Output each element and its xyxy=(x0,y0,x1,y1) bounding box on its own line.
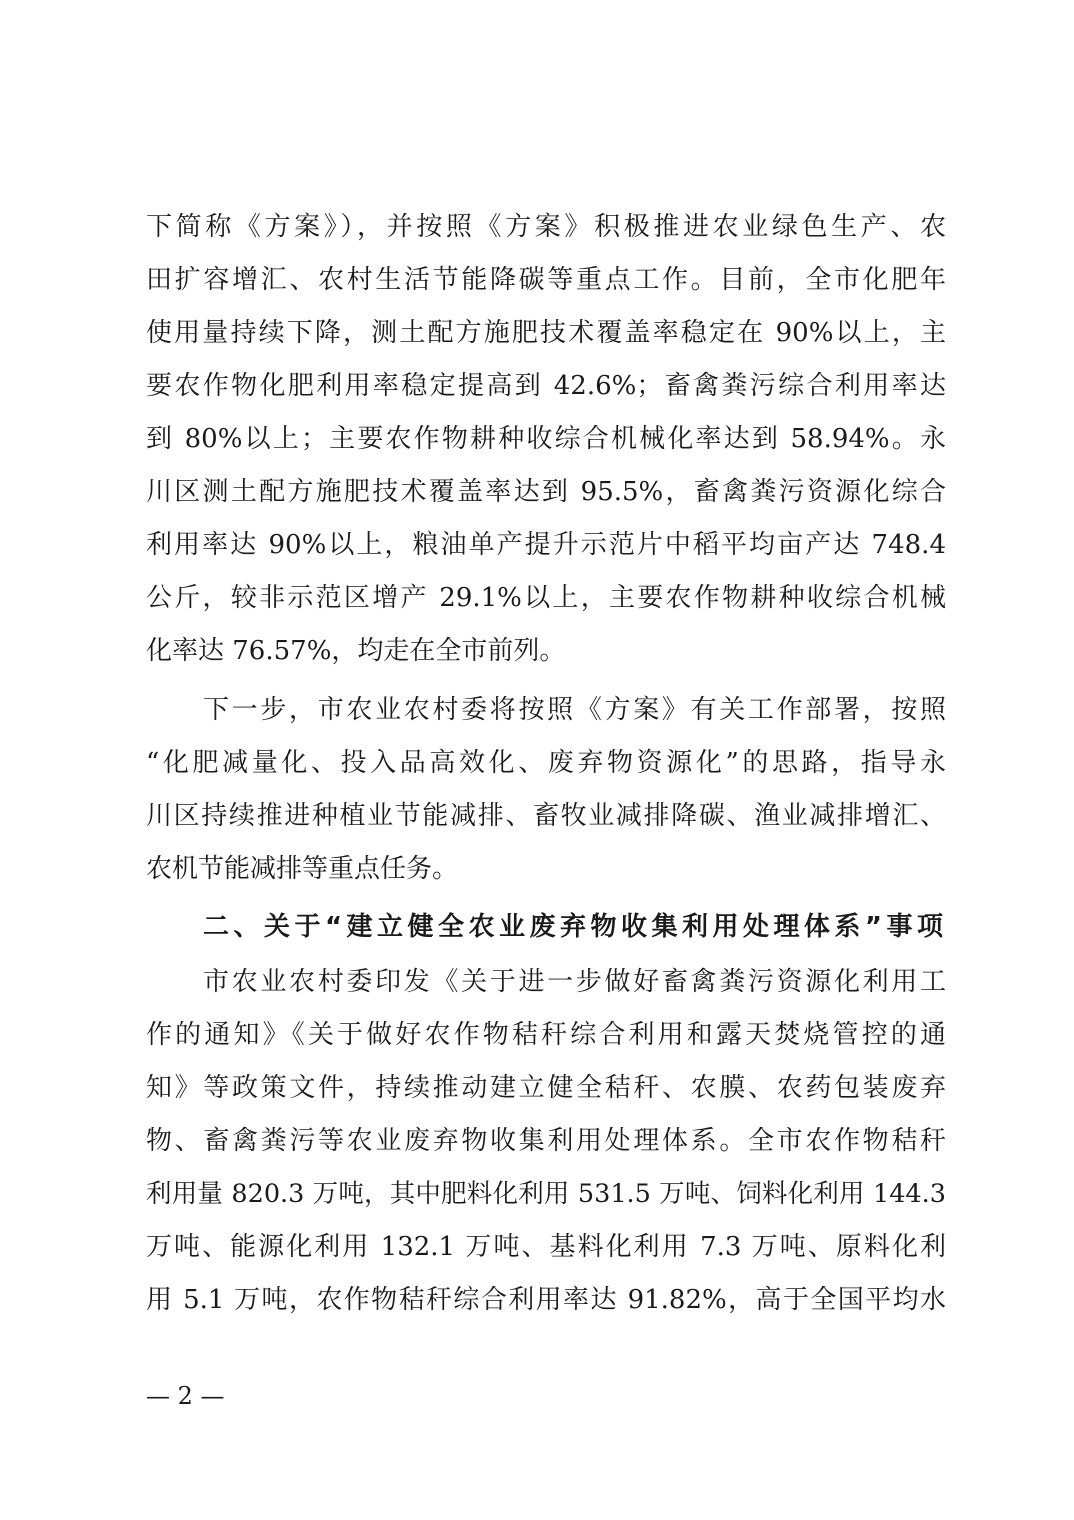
body-text-line: 利用量 820.3 万吨，其中肥料化利用 531.5 万吨、饲料化利用 144.3 xyxy=(146,1179,946,1209)
body-text-line: 下一步，市农业农村委将按照《方案》有关工作部署，按照 xyxy=(203,695,946,725)
body-text-line: 利用率达 90%以上，粮油单产提升示范片中稻平均亩产达 748.4 xyxy=(146,530,946,560)
body-text-line: 作的通知》《关于做好农作物秸秆综合利用和露天焚烧管控的通 xyxy=(146,1020,946,1050)
body-text-line: 市农业农村委印发《关于进一步做好畜禽粪污资源化利用工 xyxy=(203,967,946,997)
body-text-line: 知》等政策文件，持续推动建立健全秸秆、农膜、农药包装废弃 xyxy=(146,1073,946,1103)
section-heading: 二、关于“建立健全农业废弃物收集利用处理体系”事项 xyxy=(203,912,943,942)
body-text-line: 化率达 76.57%，均走在全市前列。 xyxy=(146,636,566,666)
body-text-line: 下简称《方案》），并按照《方案》积极推进农业绿色生产、农 xyxy=(146,212,946,242)
body-text-line: 用 5.1 万吨，农作物秸秆综合利用率达 91.82%，高于全国平均水 xyxy=(146,1285,946,1315)
body-text-line: 到 80%以上；主要农作物耕种收综合机械化率达到 58.94%。永 xyxy=(146,424,946,454)
body-text-line: 使用量持续下降，测土配方施肥技术覆盖率稳定在 90%以上，主 xyxy=(146,318,946,348)
body-text-line: 农机节能减排等重点任务。 xyxy=(146,854,459,884)
body-text-line: 要农作物化肥利用率稳定提高到 42.6%；畜禽粪污综合利用率达 xyxy=(146,371,946,401)
body-text-line: 万吨、能源化利用 132.1 万吨、基料化利用 7.3 万吨、原料化利 xyxy=(146,1232,946,1262)
body-text-line: 川区持续推进种植业节能减排、畜牧业减排降碳、渔业减排增汇、 xyxy=(146,801,946,831)
body-text-line: “化肥减量化、投入品高效化、废弃物资源化”的思路，指导永 xyxy=(146,748,946,778)
page-number: — 2 — xyxy=(146,1382,225,1410)
body-text-line: 公斤，较非示范区增产 29.1%以上，主要农作物耕种收综合机械 xyxy=(146,583,946,613)
body-text-line: 田扩容增汇、农村生活节能降碳等重点工作。目前，全市化肥年 xyxy=(146,265,946,295)
body-text-line: 川区测土配方施肥技术覆盖率达到 95.5%，畜禽粪污资源化综合 xyxy=(146,477,946,507)
body-text-line: 物、畜禽粪污等农业废弃物收集利用处理体系。全市农作物秸秆 xyxy=(146,1126,946,1156)
